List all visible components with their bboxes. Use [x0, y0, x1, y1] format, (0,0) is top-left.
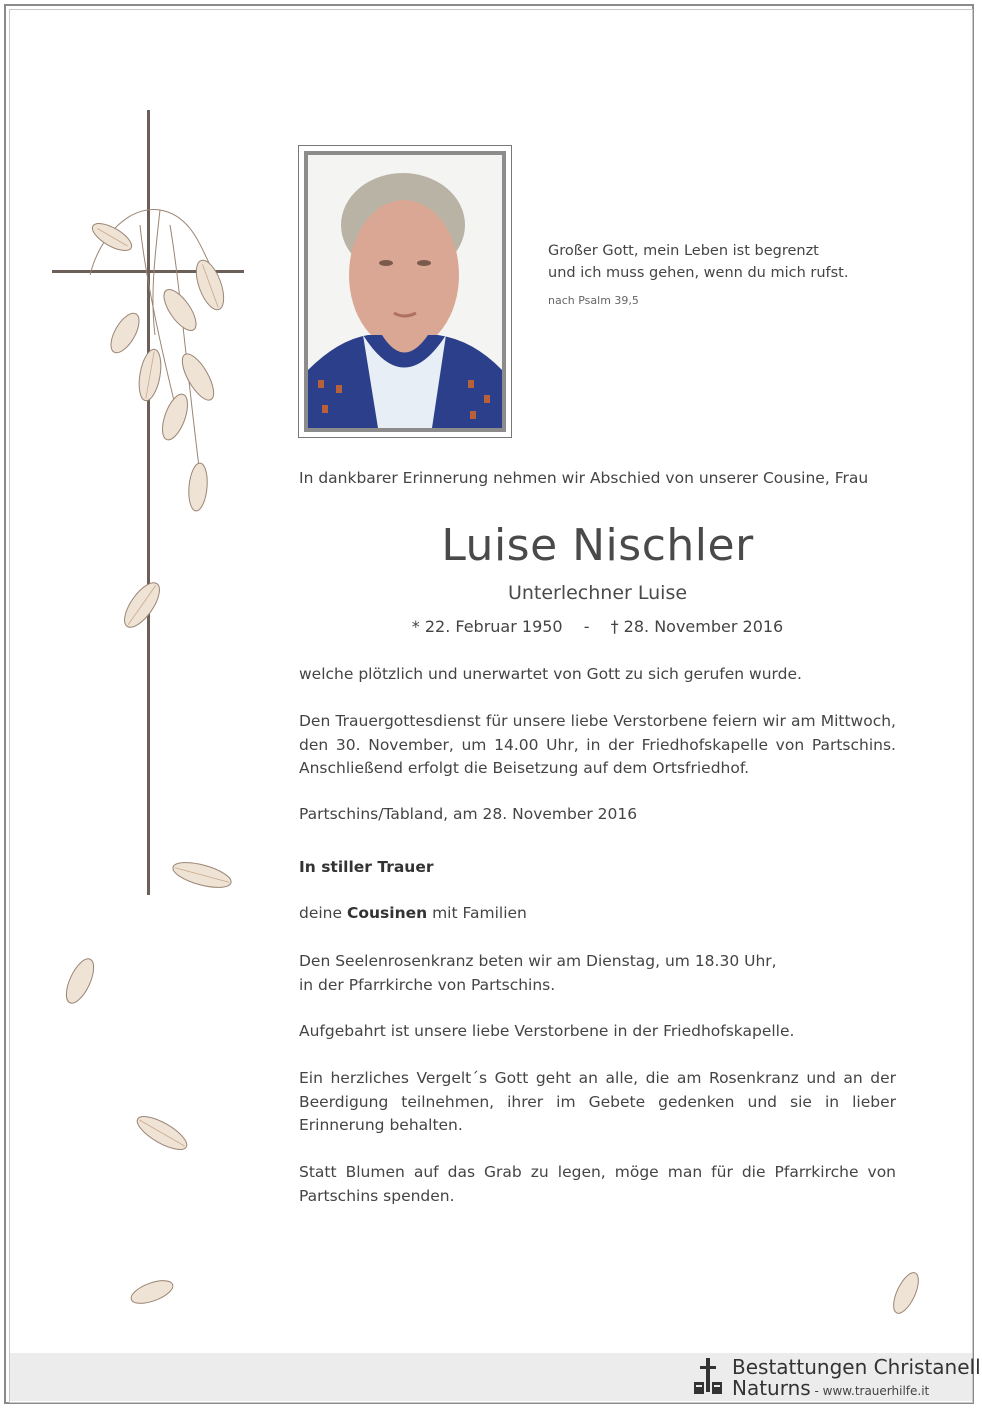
funeral-text: Den Trauergottesdienst für unsere liebe Verstorbene feiern wir am Mittwoch, den 30. November, um 14.00 Uhr, in der Friedhofskapelle von Partschins. Anschließend erfolgt die Beisetzung auf dem Ortsfriedhof. [299, 712, 896, 777]
footer-website-link[interactable]: - www.trauerhilfe.it [810, 1384, 930, 1398]
deceased-name: Luise Nischler [441, 520, 754, 571]
footer-firm-name: Bestattungen Christanell [732, 1355, 981, 1379]
maiden-name: Unterlechner Luise [507, 582, 688, 604]
life-dates [299, 617, 896, 636]
quote-source: nach Psalm 39,5 [548, 294, 639, 307]
family-bold: Cousinen [346, 904, 428, 922]
portrait-photo [308, 155, 502, 428]
date-separator: - [583, 617, 590, 636]
footer-place [732, 1376, 929, 1400]
intro-text: In dankbarer Erinnerung nehmen wir Abschied von unserer Cousine, Frau [299, 469, 869, 487]
thanks-text: Ein herzliches Vergelt´s Gott geht an alle, die am Rosenkranz und an der Beerdigung teilnehmen, ihrer im Gebete gedenken und sie in lieber Erinnerung behalten. [299, 1069, 896, 1134]
quote-line-2: und ich muss gehen, wenn du mich rufst. [548, 265, 849, 281]
called-text: welche plötzlich und unerwartet von Gott zu sich gerufen wurde. [299, 665, 802, 683]
portrait-mat [304, 151, 506, 432]
family-suffix: mit Familien [427, 904, 527, 922]
mourning-text: In stiller Trauer [299, 858, 434, 876]
family-prefix: deine [299, 904, 347, 922]
laid-out-text: Aufgebahrt ist unsere liebe Verstorbene in der Friedhofskapelle. [299, 1022, 795, 1040]
cross-icon [52, 110, 244, 895]
place-date-text: Partschins/Tabland, am 28. November 2016 [299, 805, 638, 823]
rosary-line-1: Den Seelenrosenkranz beten wir am Dienstag, um 18.30 Uhr, [299, 952, 777, 970]
family-text [299, 902, 896, 926]
death-date: † 28. November 2016 [610, 617, 784, 636]
funeral-home-logo-icon [692, 1356, 724, 1398]
psalm-quote [548, 240, 888, 284]
footer-place-name: Naturns [732, 1376, 811, 1400]
quote-line-1: Großer Gott, mein Leben ist begrenzt [548, 243, 819, 259]
rosary-line-2: in der Pfarrkirche von Partschins. [299, 975, 556, 994]
birth-date: * 22. Februar 1950 [411, 617, 563, 636]
rosary-text [299, 950, 896, 997]
flowers-text: Statt Blumen auf das Grab zu legen, möge man für die Pfarrkirche von Partschins spenden. [299, 1163, 896, 1205]
portrait-frame [298, 145, 512, 438]
